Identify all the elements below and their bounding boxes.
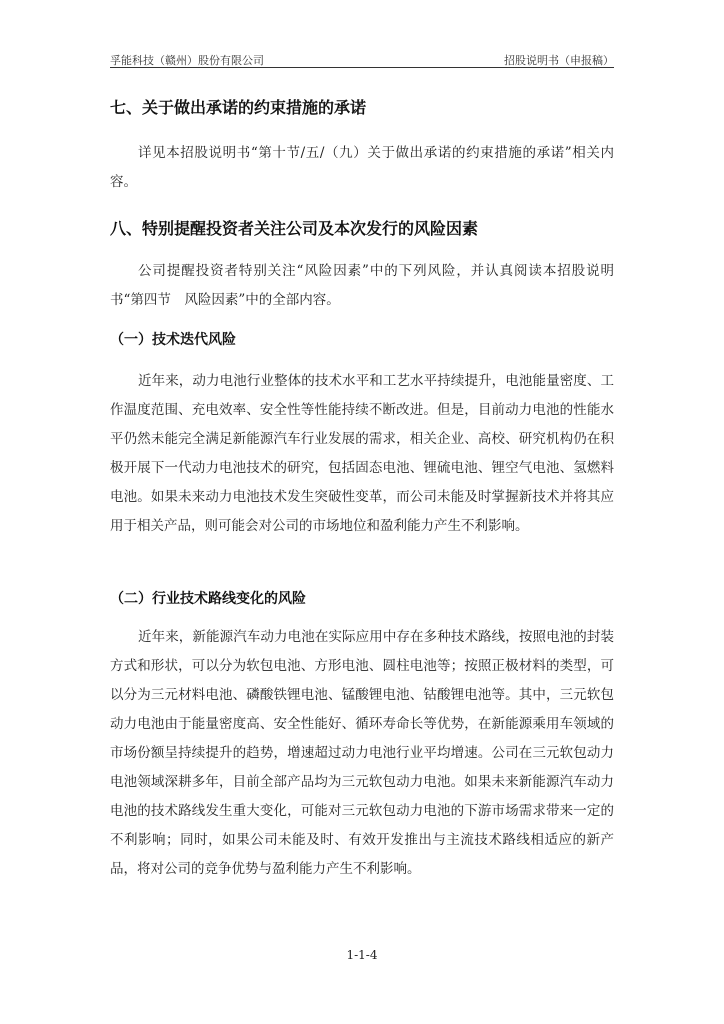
risk-1-heading: （一）技术迭代风险	[110, 332, 236, 348]
header-rule	[110, 67, 614, 68]
section-7-heading: 七、关于做出承诺的约束措施的承诺	[110, 98, 367, 117]
section-8-intro: 公司提醒投资者特别关注“风险因素”中的下列风险，并认真阅读本招股说明书“第四节 风险因素”中的全部内容。	[110, 263, 614, 308]
section-8-heading: 八、特别提醒投资者关注公司及本次发行的风险因素	[110, 219, 479, 238]
header-doc-title: 招股说明书（申报稿）	[504, 54, 614, 67]
risk-1-body: 近年来，动力电池行业整体的技术水平和工艺水平持续提升，电池能量密度、工作温度范围、充电效率、安全性等性能持续不断改进。但是，目前动力电池的性能水平仍然未能完全满足新能源汽车行业发展的需求，相关企业、高校、研究机构仍在积极开展下一代动力电池技术的研究，包括固态电池、锂硫电池、锂空气电池、氢燃料电池。如果未来动力电池技术发生突破性变革，而公司未能及时掌握新技术并将其应用于相关产品，则可能会对公司的市场地位和盈利能力产生不利影响。	[110, 373, 614, 534]
page-number: 1-1-4	[346, 948, 378, 962]
section-7-body: 详见本招股说明书“第十节/五/（九）关于做出承诺的约束措施的承诺”相关内容。	[110, 145, 614, 190]
header-company: 孚能科技（赣州）股份有限公司	[110, 54, 264, 67]
risk-2-body: 近年来，新能源汽车动力电池在实际应用中存在多种技术路线，按照电池的封装方式和形状，可以分为软包电池、方形电池、圆柱电池等；按照正极材料的类型，可以分为三元材料电池、磷酸铁锂电池、锰酸锂电池、钴酸锂电池等。其中，三元软包动力电池由于能量密度高、安全性能好、循环寿命长等优势，在新能源乘用车领域的市场份额呈持续提升的趋势，增速超过动力电池行业平均增速。公司在三元软包动力电池领域深耕多年，目前全部产品均为三元软包动力电池。如果未来新能源汽车动力电池的技术路线发生重大变化，可能对三元软包动力电池的下游市场需求带来一定的不利影响；同时，如果公司未能及时、有效开发推出与主流技术路线相适应的新产品，将对公司的竞争优势与盈利能力产生不利影响。	[110, 629, 614, 877]
risk-2-heading: （二）行业技术路线变化的风险	[110, 591, 306, 607]
page-header	[110, 50, 614, 68]
